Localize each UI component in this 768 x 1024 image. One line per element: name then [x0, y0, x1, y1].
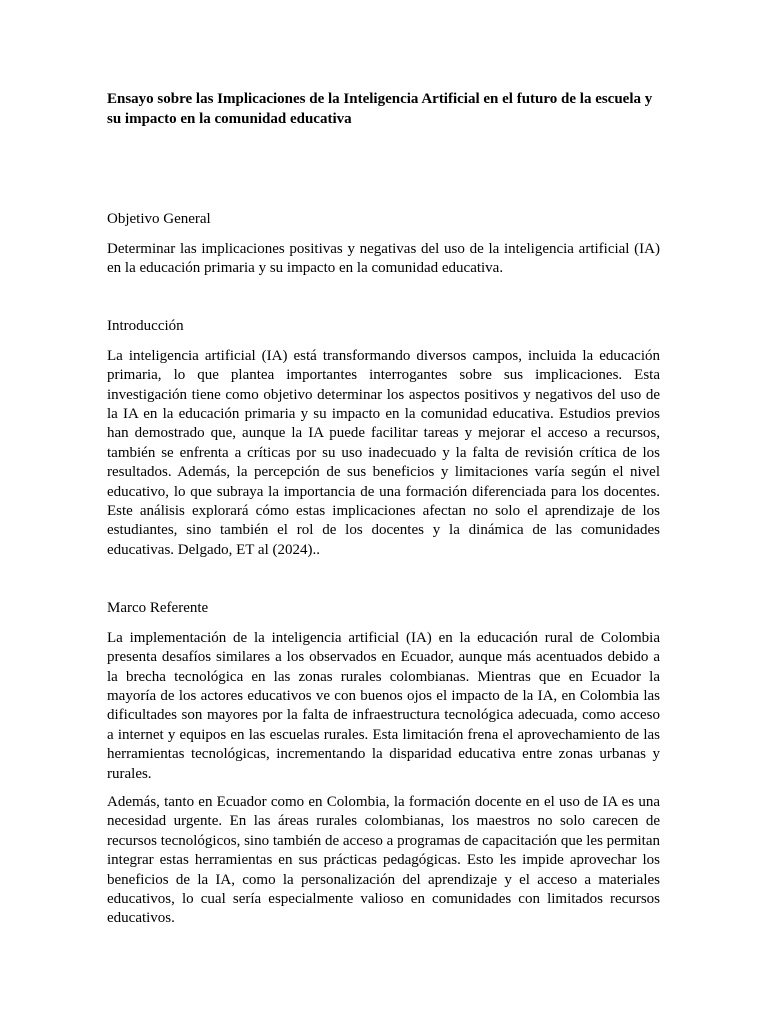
document-title: Ensayo sobre las Implicaciones de la Inteligencia Artificial en el futuro de la escuela y su impacto en la comunidad educativa — [107, 91, 653, 127]
document-body — [107, 90, 660, 929]
section-heading-introduccion: Introducción — [107, 318, 184, 335]
section-heading-objetivo: Objetivo General — [107, 211, 211, 227]
paragraph-objetivo: Determinar las implicaciones positivas y negativas del uso de la inteligencia artificial (IA) en la educación primaria y su impacto en la comunidad educativa. — [107, 240, 660, 276]
section-heading-marco: Marco Referente — [107, 600, 209, 617]
paragraph-marco-1: La implementación de la inteligencia artificial (IA) en la educación rural de Colombia presenta desafíos similares a los observados en Ecuador, aunque más acentuados debido a la brecha tecnológica en las zonas rurales colombianas. Mientras que en Ecuador la mayoría de los actores educativos ve con buenos ojos el impacto de la IA, en Colombia las dificultades son mayores por la falta de infraestructura tecnológica adecuada, como acceso a internet y equipos en las escuelas rurales. Esta limitación frena el aprovechamiento de las herramientas tecnológicas, incrementando la disparidad educativa entre zonas urbanas y rurales. — [107, 629, 660, 782]
paragraph-marco-2: Además, tanto en Ecuador como en Colombia, la formación docente en el uso de IA es una necesidad urgente. En las áreas rurales colombianas, los maestros no solo carecen de recursos tecnológicos, sino también de acceso a programas de capacitación que les permitan integrar estas herramientas en sus prácticas pedagógicas. Esto les impide aprovechar los beneficios de la IA, como la personalización del aprendizaje y el acceso a materiales educativos, lo cual sería especialmente valioso en comunidades con limitados recursos educativos. — [107, 794, 660, 927]
paragraph-introduccion: La inteligencia artificial (IA) está transformando diversos campos, incluida la educación primaria, lo que plantea importantes interrogantes sobre sus implicaciones. Esta investigación tiene como objetivo determinar los aspectos positivos y negativos del uso de la IA en la educación primaria y su impacto en la comunidad educativa. Estudios previos han demostrado que, aunque la IA puede facilitar tareas y mejorar el acceso a recursos, también se enfrenta a críticas por su uso inadecuado y la falta de revisión crítica de los resultados. Además, la percepción de sus beneficios y limitaciones varía según el nivel educativo, lo que subraya la importancia de una formación diferenciada para los docentes. Este análisis explorará cómo estas implicaciones afectan no solo el aprendizaje de los estudiantes, sino también el rol de los docentes y la dinámica de las comunidades educativas. Delgado, ET al (2024).. — [107, 347, 660, 558]
